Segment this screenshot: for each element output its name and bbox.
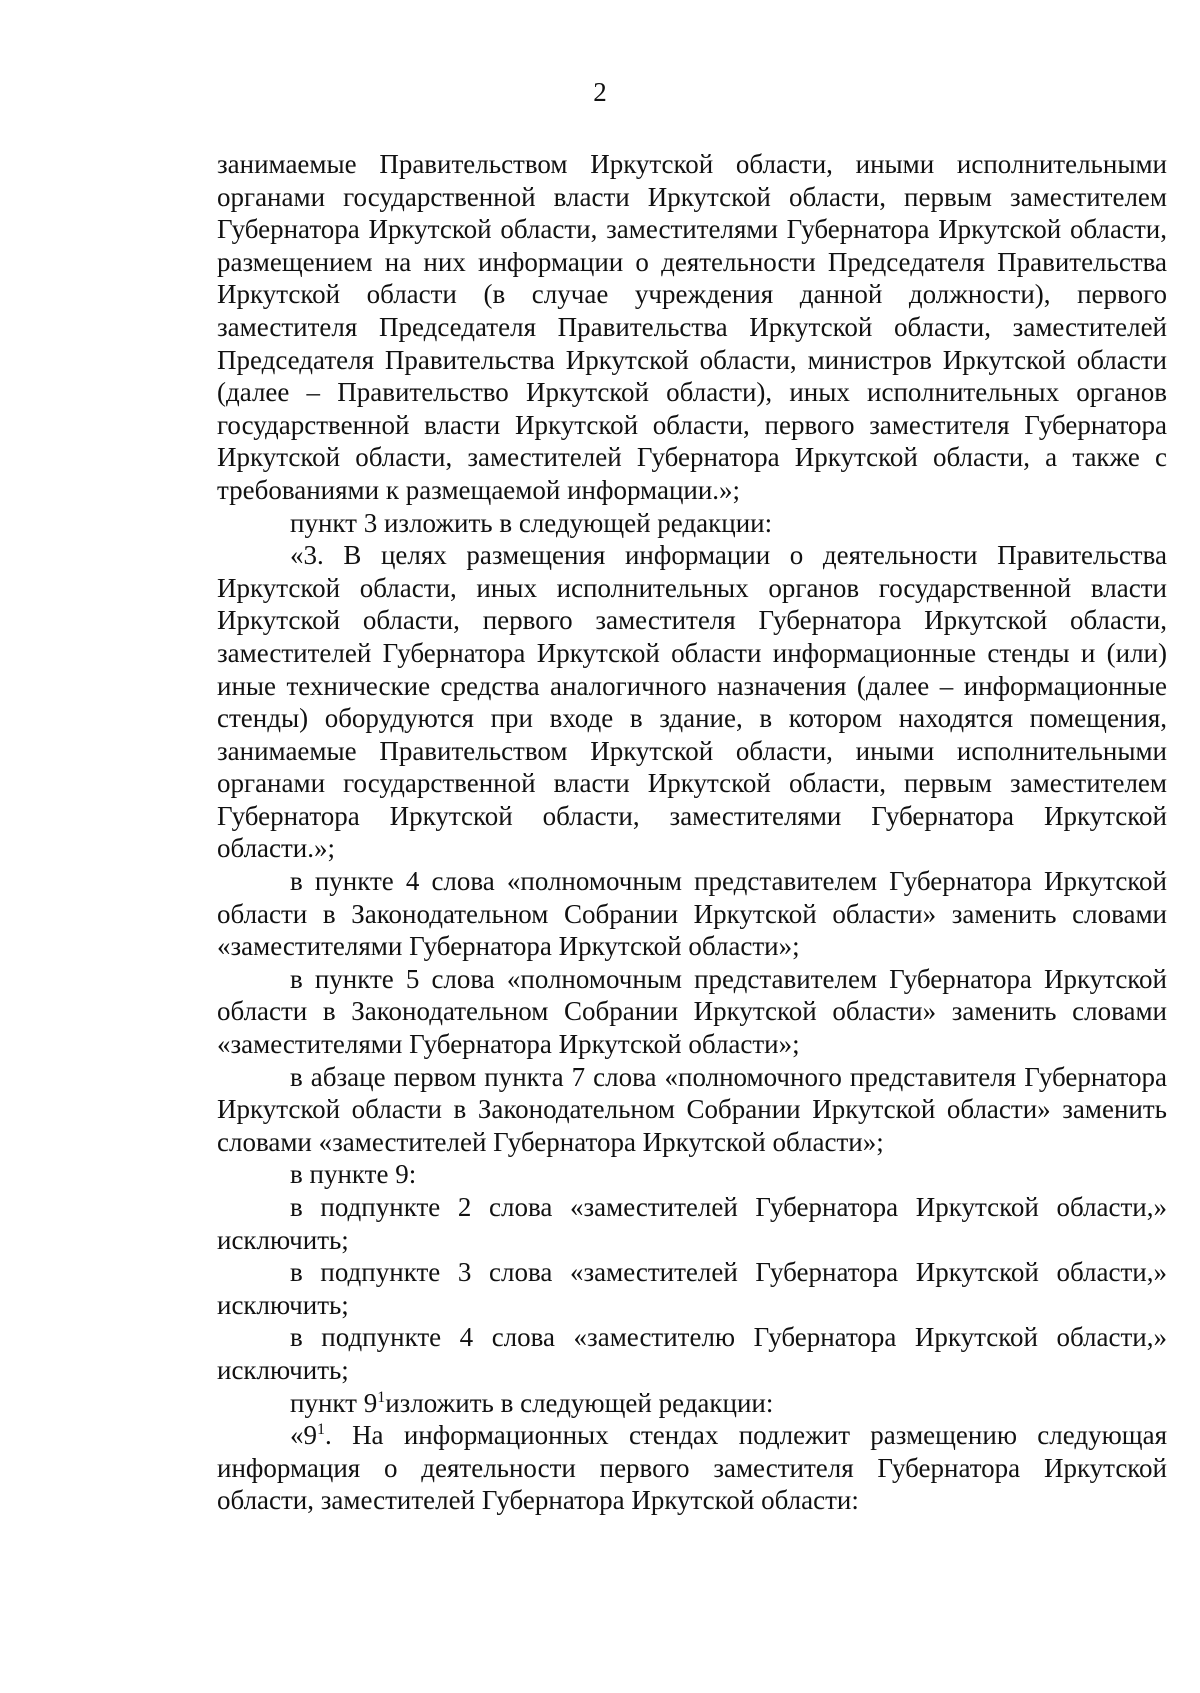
paragraph-point-3-text: «3. В целях размещения информации о деятельности Правительства Иркутской области, иных исполнительных органов государственной власти Иркутской области, первого заместителя Губернатора Иркутской области, заместителей Губернатора Иркутской области информационные стенды и (или) иные технические средства аналогичного назначения (далее – информационные стенды) оборудуются при входе в здание, в котором находятся помещения, занимаемые Правительством Иркутской области, иными исполнительными органами государственной власти Иркутской области, первым заместителем Губернатора Иркутской области, заместителями Губернатора Иркутской области.»;	[217, 540, 1167, 864]
superscript-marker: 1	[317, 1421, 325, 1439]
paragraph-point-3-instruction: пункт 3 изложить в следующей редакции:	[290, 507, 773, 538]
paragraph-point-9-heading: в пункте 9:	[290, 1159, 417, 1190]
paragraph-continuation: занимаемые Правительством Иркутской области, иными исполнительными органами государственной власти Иркутской области, первым заместителем Губернатора Иркутской области, заместителями Губернатора Иркутской области, размещением на них информации о деятельности Председателя Правительства Иркутской области (в случае учреждения данной должности), первого заместителя Председателя Правительства Иркутской области, заместителей Председателя Правительства Иркутской области, министров Иркутской области (далее – Правительство Иркутской области), иных исполнительных органов государственной власти Иркутской области, первого заместителя Губернатора Иркутской области, заместителей Губернатора Иркутской области, а также с требованиями к размещаемой информации.»;	[217, 149, 1167, 505]
point-9-1-text-suffix: . На информационных стендах подлежит размещению следующая информация о деятельности первого заместителя Губернатора Иркутской области, заместителей Губернатора Иркутской области:	[217, 1420, 1167, 1516]
page-number: 2	[593, 77, 607, 107]
point-9-1-suffix: изложить в следующей редакции:	[385, 1387, 774, 1418]
paragraph-subpoint-4-amendment: в подпункте 4 слова «заместителю Губернатора Иркутской области,» исключить;	[217, 1322, 1167, 1385]
paragraph-point-9-1-instruction	[217, 1387, 1167, 1420]
paragraph-subpoint-2-amendment: в подпункте 2 слова «заместителей Губернатора Иркутской области,» исключить;	[217, 1192, 1167, 1255]
paragraph-point-7-amendment: в абзаце первом пункта 7 слова «полномочного представителя Губернатора Иркутской области в Законодательном Собрании Иркутской области» заменить словами «заместителей Губернатора Иркутской области»;	[217, 1061, 1167, 1157]
paragraph-point-4-amendment: в пункте 4 слова «полномочным представителем Губернатора Иркутской области в Законодательном Собрании Иркутской области» заменить словами «заместителями Губернатора Иркутской области»;	[217, 866, 1167, 962]
document-body	[217, 148, 1167, 1517]
point-9-1-prefix: пункт 9	[290, 1387, 378, 1418]
superscript-marker: 1	[377, 1388, 386, 1406]
paragraph-point-5-amendment: в пункте 5 слова «полномочным представителем Губернатора Иркутской области в Законодательном Собрании Иркутской области» заменить словами «заместителями Губернатора Иркутской области»;	[217, 963, 1167, 1060]
point-9-1-text-prefix: «9	[290, 1420, 317, 1451]
paragraph-point-9-1-text	[217, 1419, 1167, 1517]
paragraph-subpoint-3-amendment: в подпункте 3 слова «заместителей Губернатора Иркутской области,» исключить;	[217, 1257, 1167, 1320]
